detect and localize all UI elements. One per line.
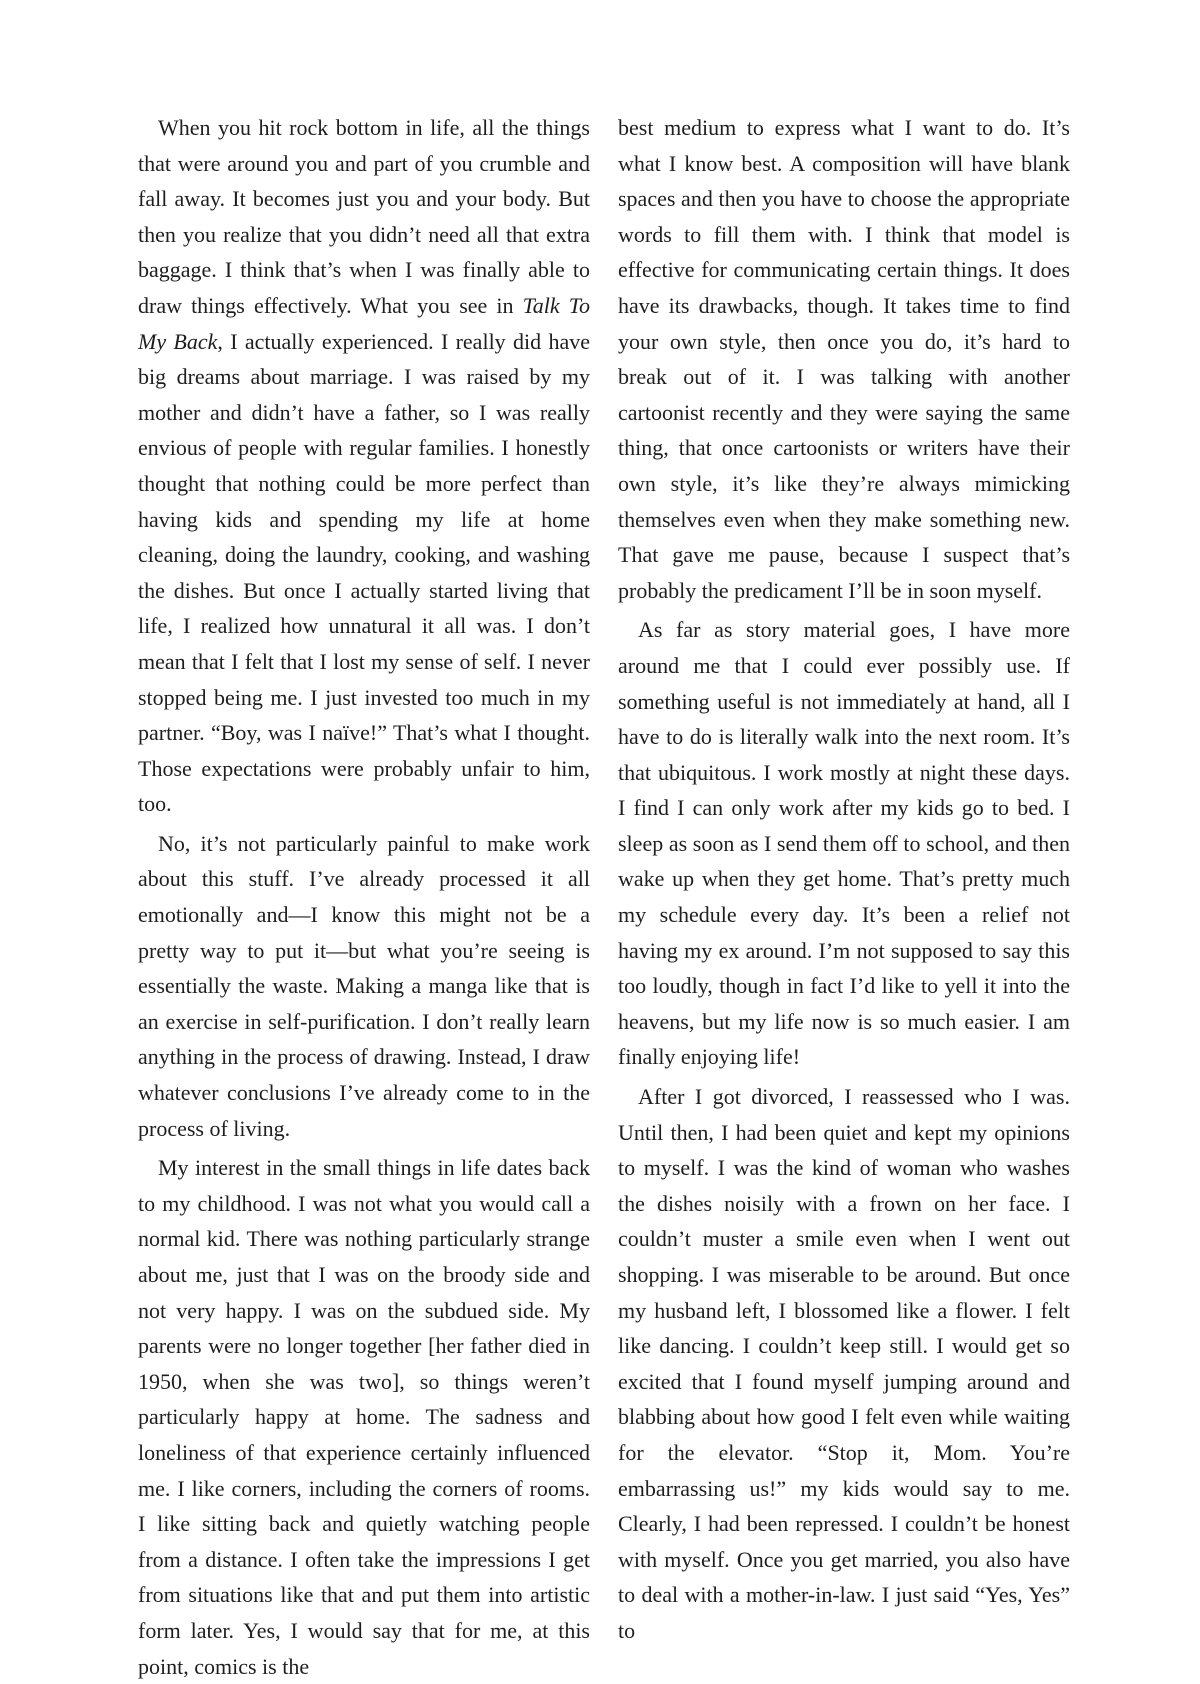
paragraph: When you hit rock bottom in life, all the things that were around you and part of you crumble and fall away. It becomes just you and your body. But then you realize that you didn’t need all that extra baggage. I think that’s when I was finally able to draw things effectively. What you see in Talk To My Back, I actually experienced. I really did have big dreams about marriage. I was raised by my mother and didn’t have a father, so I was really envious of people with regular families. I honestly thought that nothing could be more perfect than having kids and spending my life at home cleaning, doing the laundry, cooking, and washing the dishes. But once I actually started living that life, I realized how unnatural it all was. I don’t mean that I felt that I lost my sense of self. I never stopped being me. I just invested too much in my partner. “Boy, was I naïve!” That’s what I thought. Those expectations were probably unfair to him, too. [138,115,590,817]
right-text-column [618,110,1070,1649]
left-text-column [138,110,590,1684]
paragraph: No, it’s not particularly painful to make work about this stuff. I’ve already processed it all emotionally and—I know this might not be a pretty way to put it—but what you’re seeing is essentially the waste. Making a manga like that is an exercise in self-purification. I don’t really learn anything in the process of drawing. Instead, I draw whatever conclusions I’ve already come to in the process of living. [138,830,590,1141]
paragraph: After I got divorced, I reassessed who I was. Until then, I had been quiet and kept my opinions to myself. I was the kind of woman who washes the dishes noisily with a frown on her face. I couldn’t muster a smile even when I went out shopping. I was miserable to be around. But once my husband left, I blossomed like a flower. I felt like dancing. I couldn’t keep still. I would get so excited that I found myself jumping around and blabbing about how good I felt even while waiting for the elevator. “Stop it, Mom. You’re embarrassing us!” my kids would say to me. Clearly, I had been repressed. I couldn’t be honest with myself. Once you get married, you also have to deal with a mother-in-law. I just said “Yes, Yes” to [618,1084,1070,1643]
paragraph: As far as story material goes, I have more around me that I could ever possibly use. If something useful is not immediately at hand, all I have to do is literally walk into the next room. It’s that ubiquitous. I work mostly at night these days. I find I can only work after my kids go to bed. I sleep as soon as I send them off to school, and then wake up when they get home. That’s pretty much my schedule every day. It’s been a relief not having my ex around. I’m not supposed to say this too loudly, though in fact I’d like to yell it into the heavens, but my life now is so much easier. I am finally enjoying life! [618,617,1070,1070]
paragraph: My interest in the small things in life dates back to my childhood. I was not what you would call a normal kid. There was nothing particularly strange about me, just that I was on the broody side and not very happy. I was on the subdued side. My parents were no longer together [her father died in 1950, when she was two], so things weren’t particularly happy at home. The sadness and loneliness of that experience certainly influenced me. I like corners, including the corners of rooms. I like sitting back and quietly watching people from a distance. I often take the impressions I get from situations like that and put them into artistic form later. Yes, I would say that for me, at this point, comics is the [138,1155,590,1679]
paragraph-continued: best medium to express what I want to do. It’s what I know best. A composition will have blank spaces and then you have to choose the appropriate words to fill them with. I think that model is effective for communicating certain things. It does have its drawbacks, though. It takes time to find your own style, then once you do, it’s hard to break out of it. I was talking with another cartoonist recently and they were saying the same thing, that once cartoonists or writers have their own style, it’s like they’re always mimicking themselves even when they make something new. That gave me pause, because I suspect that’s probably the predicament I’ll be in soon myself. [618,115,1070,603]
book-title: Talk To My Back [138,292,590,354]
